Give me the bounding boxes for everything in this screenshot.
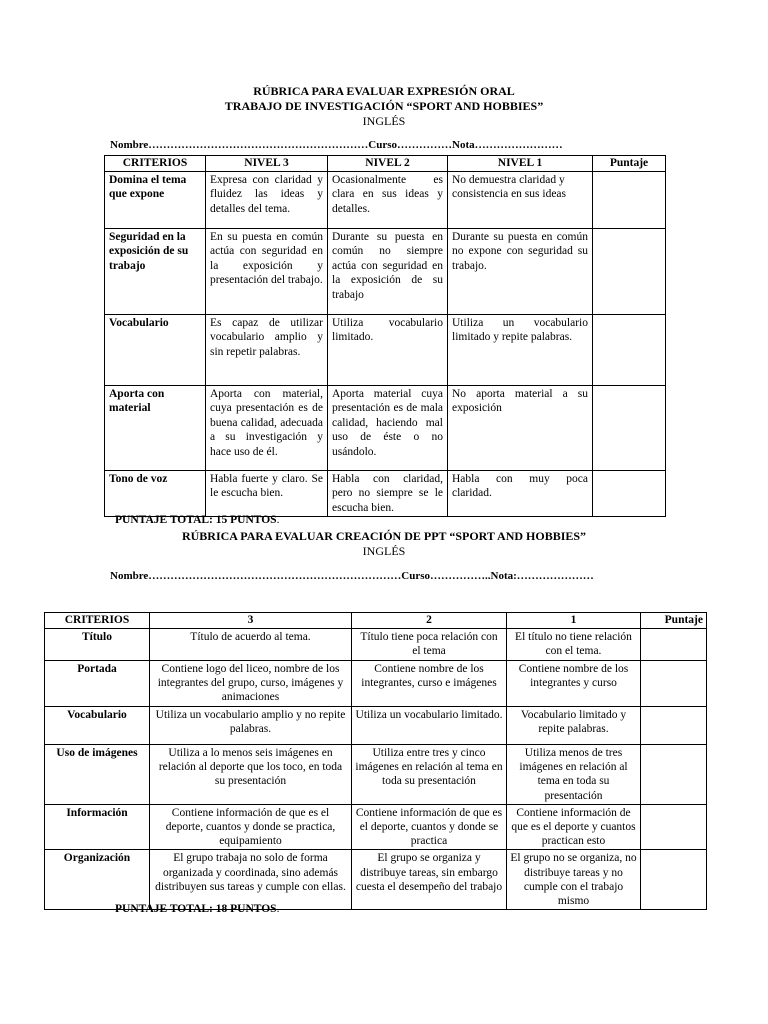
criterio-cell: Información bbox=[45, 804, 150, 850]
level1-cell: Contiene nombre de los integrantes y curso bbox=[507, 661, 641, 707]
header-puntaje: Puntaje bbox=[641, 613, 707, 629]
criterio-cell: Organización bbox=[45, 850, 150, 910]
level3-cell: Título de acuerdo al tema. bbox=[150, 629, 352, 661]
criterio-cell: Uso de imágenes bbox=[45, 745, 150, 805]
criterio-cell: Vocabulario bbox=[45, 707, 150, 745]
table-header-row bbox=[45, 613, 707, 629]
table-row bbox=[45, 745, 707, 805]
rubric1-title: RÚBRICA PARA EVALUAR EXPRESIÓN ORAL bbox=[253, 84, 515, 98]
level2-cell: El grupo se organiza y distribuye tareas, sin embargo cuesta el desempeño del trabajo bbox=[352, 850, 507, 910]
level2-cell: Utiliza un vocabulario limitado. bbox=[352, 707, 507, 745]
nivel3-cell: Habla fuerte y claro. Se le escucha bien. bbox=[206, 471, 328, 517]
level3-cell: Contiene información de que es el deporte, cuantos y donde se practica, equipamiento bbox=[150, 804, 352, 850]
level2-cell: Utiliza entre tres y cinco imágenes en relación al tema en toda su presentación bbox=[352, 745, 507, 805]
nivel1-cell: No aporta material a su exposición bbox=[448, 386, 593, 471]
table-row bbox=[105, 386, 666, 471]
nivel1-cell: No demuestra claridad y consistencia en sus ideas bbox=[448, 172, 593, 229]
nivel1-cell: Habla con muy poca claridad. bbox=[448, 471, 593, 517]
rubric1-total bbox=[115, 514, 279, 526]
nivel2-cell: Aporta material cuya presentación es de mala calidad, haciendo mal uso de éste o no usándolo. bbox=[328, 386, 448, 471]
rubric2-title: RÚBRICA PARA EVALUAR CREACIÓN DE PPT “SPORT AND HOBBIES” bbox=[181, 529, 587, 543]
level1-cell: Utiliza menos de tres imágenes en relación al tema en toda su presentación bbox=[507, 745, 641, 805]
table-row bbox=[45, 629, 707, 661]
table-row bbox=[105, 172, 666, 229]
criterio-cell: Aporta con material bbox=[105, 386, 206, 471]
header-level-1: 1 bbox=[507, 613, 641, 629]
header-level-2: 2 bbox=[352, 613, 507, 629]
puntaje-cell bbox=[641, 661, 707, 707]
puntaje-cell bbox=[641, 707, 707, 745]
level1-cell: Contiene información de que es el deporte y cuantos practican esto bbox=[507, 804, 641, 850]
level1-cell: El título no tiene relación con el tema. bbox=[507, 629, 641, 661]
table-row bbox=[45, 804, 707, 850]
nivel3-cell: En su puesta en común actúa con seguridad en la exposición y presentación del trabajo. bbox=[206, 229, 328, 315]
puntaje-cell bbox=[593, 471, 666, 517]
rubric1-name-line: Nombre……………………………………………………Curso……………Nota…………………… bbox=[110, 139, 563, 151]
header-nivel-1: NIVEL 1 bbox=[448, 156, 593, 172]
level2-cell: Contiene información de que es el deporte, cuantos y donde se practica bbox=[352, 804, 507, 850]
header-puntaje: Puntaje bbox=[593, 156, 666, 172]
puntaje-cell bbox=[593, 315, 666, 386]
level3-cell: El grupo trabaja no solo de forma organizada y coordinada, sino además distribuyen sus tareas y cumple con ellas. bbox=[150, 850, 352, 910]
total-label: PUNTAJE TOTAL: 15 PUNTOS bbox=[115, 514, 277, 526]
puntaje-cell bbox=[593, 386, 666, 471]
rubric1-table bbox=[104, 155, 666, 517]
header-level-3: 3 bbox=[150, 613, 352, 629]
nivel2-cell: Utiliza vocabulario limitado. bbox=[328, 315, 448, 386]
nivel1-cell: Durante su puesta en común no expone con seguridad su trabajo. bbox=[448, 229, 593, 315]
header-nivel-2: NIVEL 2 bbox=[328, 156, 448, 172]
rubric1-subtitle: TRABAJO DE INVESTIGACIÓN “SPORT AND HOBBIES” bbox=[224, 99, 544, 113]
total-end: . bbox=[276, 514, 280, 526]
table-row bbox=[105, 315, 666, 386]
table-row bbox=[45, 707, 707, 745]
rubric2-table bbox=[44, 612, 707, 910]
rubric2-name-line: Nombre……………………………………………………………Curso……………..Nota:………………… bbox=[110, 570, 594, 582]
criterio-cell: Vocabulario bbox=[105, 315, 206, 386]
puntaje-cell bbox=[593, 229, 666, 315]
table-row bbox=[45, 661, 707, 707]
criterio-cell: Seguridad en la exposición de su trabajo bbox=[105, 229, 206, 315]
table-header-row bbox=[105, 156, 666, 172]
rubric1-subject: INGLÉS bbox=[362, 114, 406, 128]
level3-cell: Contiene logo del liceo, nombre de los integrantes del grupo, curso, imágenes y animaciones bbox=[150, 661, 352, 707]
total-end: . bbox=[276, 903, 280, 915]
rubric2-subject: INGLÉS bbox=[362, 544, 406, 558]
nivel2-cell: Ocasionalmente es clara en sus ideas y detalles. bbox=[328, 172, 448, 229]
criterio-cell: Domina el tema que expone bbox=[105, 172, 206, 229]
criterio-cell: Tono de voz bbox=[105, 471, 206, 517]
criterio-cell: Portada bbox=[45, 661, 150, 707]
puntaje-cell bbox=[641, 629, 707, 661]
puntaje-cell bbox=[641, 850, 707, 910]
puntaje-cell bbox=[641, 804, 707, 850]
table-row bbox=[45, 850, 707, 910]
total-label: PUNTAJE TOTAL: 18 PUNTOS bbox=[115, 903, 277, 915]
header-nivel-3: NIVEL 3 bbox=[206, 156, 328, 172]
puntaje-cell bbox=[593, 172, 666, 229]
level1-cell: Vocabulario limitado y repite palabras. bbox=[507, 707, 641, 745]
level3-cell: Utiliza un vocabulario amplio y no repite palabras. bbox=[150, 707, 352, 745]
table-row bbox=[105, 229, 666, 315]
puntaje-cell bbox=[641, 745, 707, 805]
nivel3-cell: Expresa con claridad y fluidez las ideas y detalles del tema. bbox=[206, 172, 328, 229]
nivel3-cell: Aporta con material, cuya presentación es de buena calidad, adecuada a su investigación y hace uso de él. bbox=[206, 386, 328, 471]
table-row bbox=[105, 471, 666, 517]
level2-cell: Contiene nombre de los integrantes, curso e imágenes bbox=[352, 661, 507, 707]
nivel3-cell: Es capaz de utilizar vocabulario amplio y sin repetir palabras. bbox=[206, 315, 328, 386]
criterio-cell: Título bbox=[45, 629, 150, 661]
nivel2-cell: Habla con claridad, pero no siempre se le escucha bien. bbox=[328, 471, 448, 517]
level1-cell: El grupo no se organiza, no distribuye tareas y no cumple con el trabajo mismo bbox=[507, 850, 641, 910]
level2-cell: Título tiene poca relación con el tema bbox=[352, 629, 507, 661]
header-criterios: CRITERIOS bbox=[45, 613, 150, 629]
level3-cell: Utiliza a lo menos seis imágenes en relación al deporte que los toco, en toda su presentación bbox=[150, 745, 352, 805]
header-criterios: CRITERIOS bbox=[105, 156, 206, 172]
nivel2-cell: Durante su puesta en común no siempre actúa con seguridad en la exposición de su trabajo bbox=[328, 229, 448, 315]
nivel1-cell: Utiliza un vocabulario limitado y repite palabras. bbox=[448, 315, 593, 386]
rubric2-total bbox=[115, 903, 279, 915]
